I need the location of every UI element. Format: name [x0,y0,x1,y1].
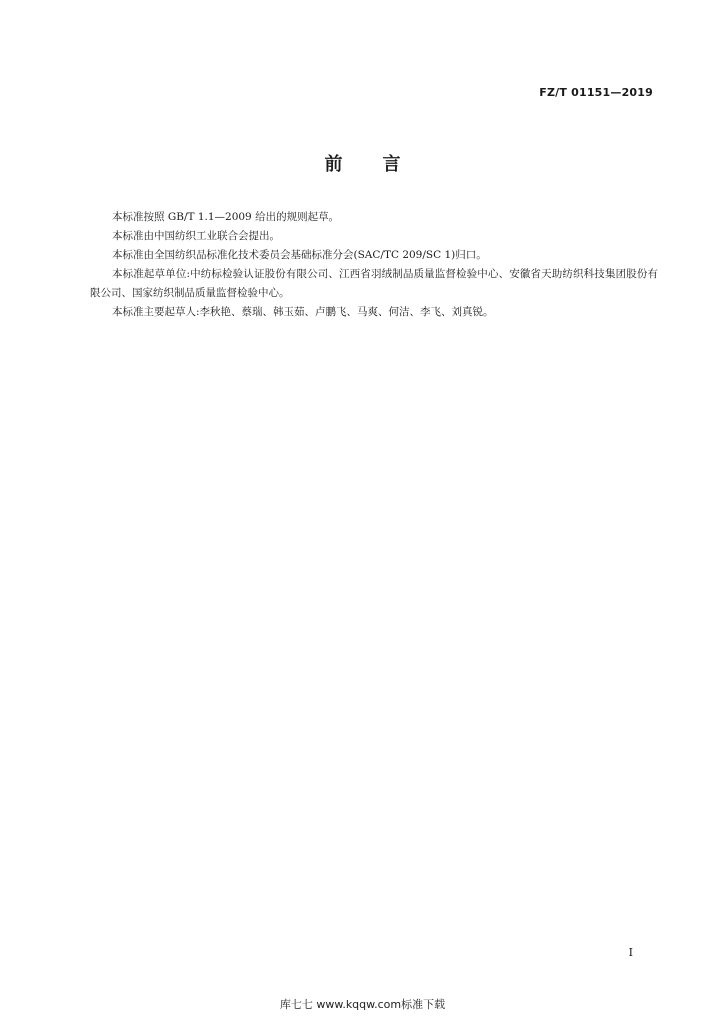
foreword-body [90,208,658,322]
paragraph-governing-body: 本标准由全国纺织品标准化技术委员会基础标准分会(SAC/TC 209/SC 1)归口。 [112,249,487,261]
paragraph-main-drafters: 本标准主要起草人:李秋艳、蔡瑞、韩玉茹、卢鹏飞、马爽、何洁、李飞、刘真锐。 [112,306,494,318]
page-title: 前言 [324,154,441,175]
footer-watermark: 库七七 www.kqqw.com标准下载 [279,998,446,1011]
standard-code: FZ/T 01151—2019 [539,86,653,99]
paragraph-drafting-rules: 本标准按照 GB/T 1.1—2009 给出的规则起草。 [112,211,340,223]
page-number: I [628,946,633,959]
paragraph-proposer: 本标准由中国纺织工业联合会提出。 [112,230,280,242]
paragraph-drafting-units: 本标准起草单位:中纺标检验认证股份有限公司、江西省羽绒制品质量监督检验中心、安徽省天助纺织科技集团股份有限公司、国家纺织制品质量监督检验中心。 [90,268,658,299]
